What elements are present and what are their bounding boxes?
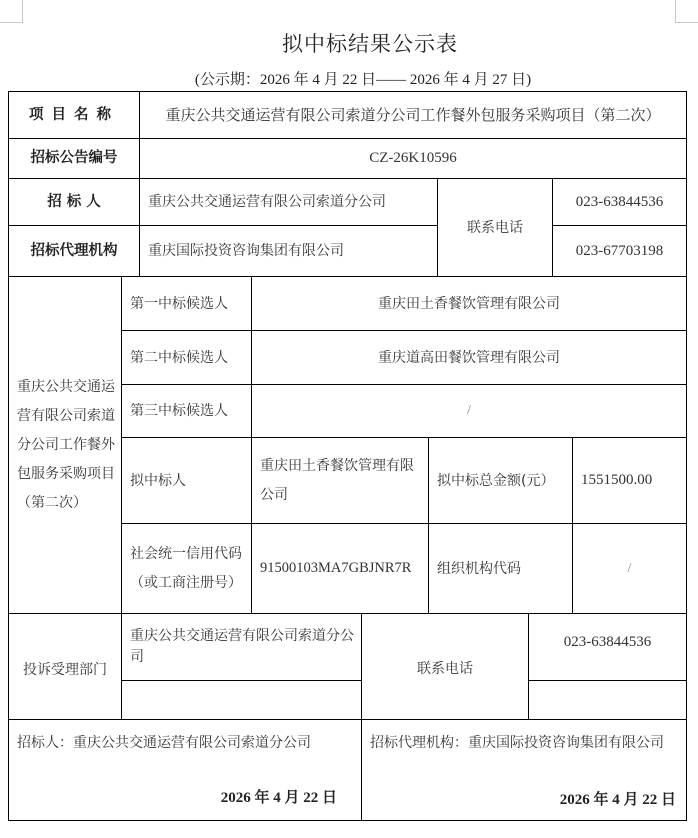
tenderer-signature-date: 2026 年 4 月 22 日: [220, 790, 337, 806]
tenderer-signature: 招标人：重庆公共交通运营有限公司索道分公司: [17, 735, 311, 751]
tenderer-label: 招 标 人: [8, 178, 140, 226]
project-name-label: 项目名称: [8, 91, 140, 139]
credit-code-label: 社会统一信用代码（或工商注册号）: [121, 523, 252, 614]
page-corner-mark-top-left: [0, 0, 23, 23]
first-candidate-label: 第一中标候选人: [121, 276, 252, 331]
org-code-label: 组织机构代码: [428, 523, 573, 614]
contact-phone-label: 联系电话: [437, 178, 553, 277]
complaint-dept-value: 重庆公共交通运营有限公司索道分公司: [121, 613, 362, 681]
agency-label: 招标代理机构: [8, 225, 140, 277]
third-candidate-value: /: [251, 384, 687, 438]
org-code-value: /: [572, 523, 687, 614]
agency-phone: 023-67703198: [552, 225, 687, 277]
complaint-dept-value-2: [121, 680, 362, 720]
complaint-phone-value-2: [528, 680, 687, 720]
notice-number-label: 招标公告编号: [8, 138, 140, 179]
tenderer-signature-block: [8, 719, 362, 821]
winner-label: 拟中标人: [121, 437, 252, 524]
agency-value: 重庆国际投资咨询集团有限公司: [139, 225, 438, 277]
project-name-value: 重庆公共交通运营有限公司索道分公司工作餐外包服务采购项目（第二次）: [139, 91, 687, 139]
candidates-project-label: 重庆公共交通运营有限公司索道分公司工作餐外包服务采购项目（第二次）: [8, 276, 122, 614]
complaint-dept-label: 投诉受理部门: [8, 613, 122, 720]
tenderer-phone: 023-63844536: [552, 178, 687, 226]
agency-signature-date: 2026 年 4 月 22 日: [559, 792, 676, 808]
complaint-phone-label: 联系电话: [361, 613, 529, 720]
agency-signature-block: [361, 719, 687, 821]
credit-code-value: 91500103MA7GBJNR7R: [251, 523, 429, 614]
page-corner-mark-top-right: [675, 0, 698, 23]
publicity-period: (公示期：2026 年 4 月 22 日—— 2026 年 4 月 27 日): [194, 72, 532, 88]
winner-value: 重庆田土香餐饮管理有限公司: [251, 437, 429, 524]
notice-number-value: CZ-26K10596: [139, 138, 687, 179]
complaint-phone-value: 023-63844536: [528, 613, 687, 681]
second-candidate-value: 重庆道高田餐饮管理有限公司: [251, 330, 687, 385]
first-candidate-value: 重庆田土香餐饮管理有限公司: [251, 276, 687, 331]
winning-amount-label: 拟中标总金额(元）: [428, 437, 573, 524]
agency-signature: 招标代理机构：重庆国际投资咨询集团有限公司: [370, 735, 664, 751]
third-candidate-label: 第三中标候选人: [121, 384, 252, 438]
tenderer-value: 重庆公共交通运营有限公司索道分公司: [139, 178, 438, 226]
document-title: 拟中标结果公示表: [282, 32, 458, 56]
second-candidate-label: 第二中标候选人: [121, 330, 252, 385]
winning-amount-value: 1551500.00: [572, 437, 687, 524]
